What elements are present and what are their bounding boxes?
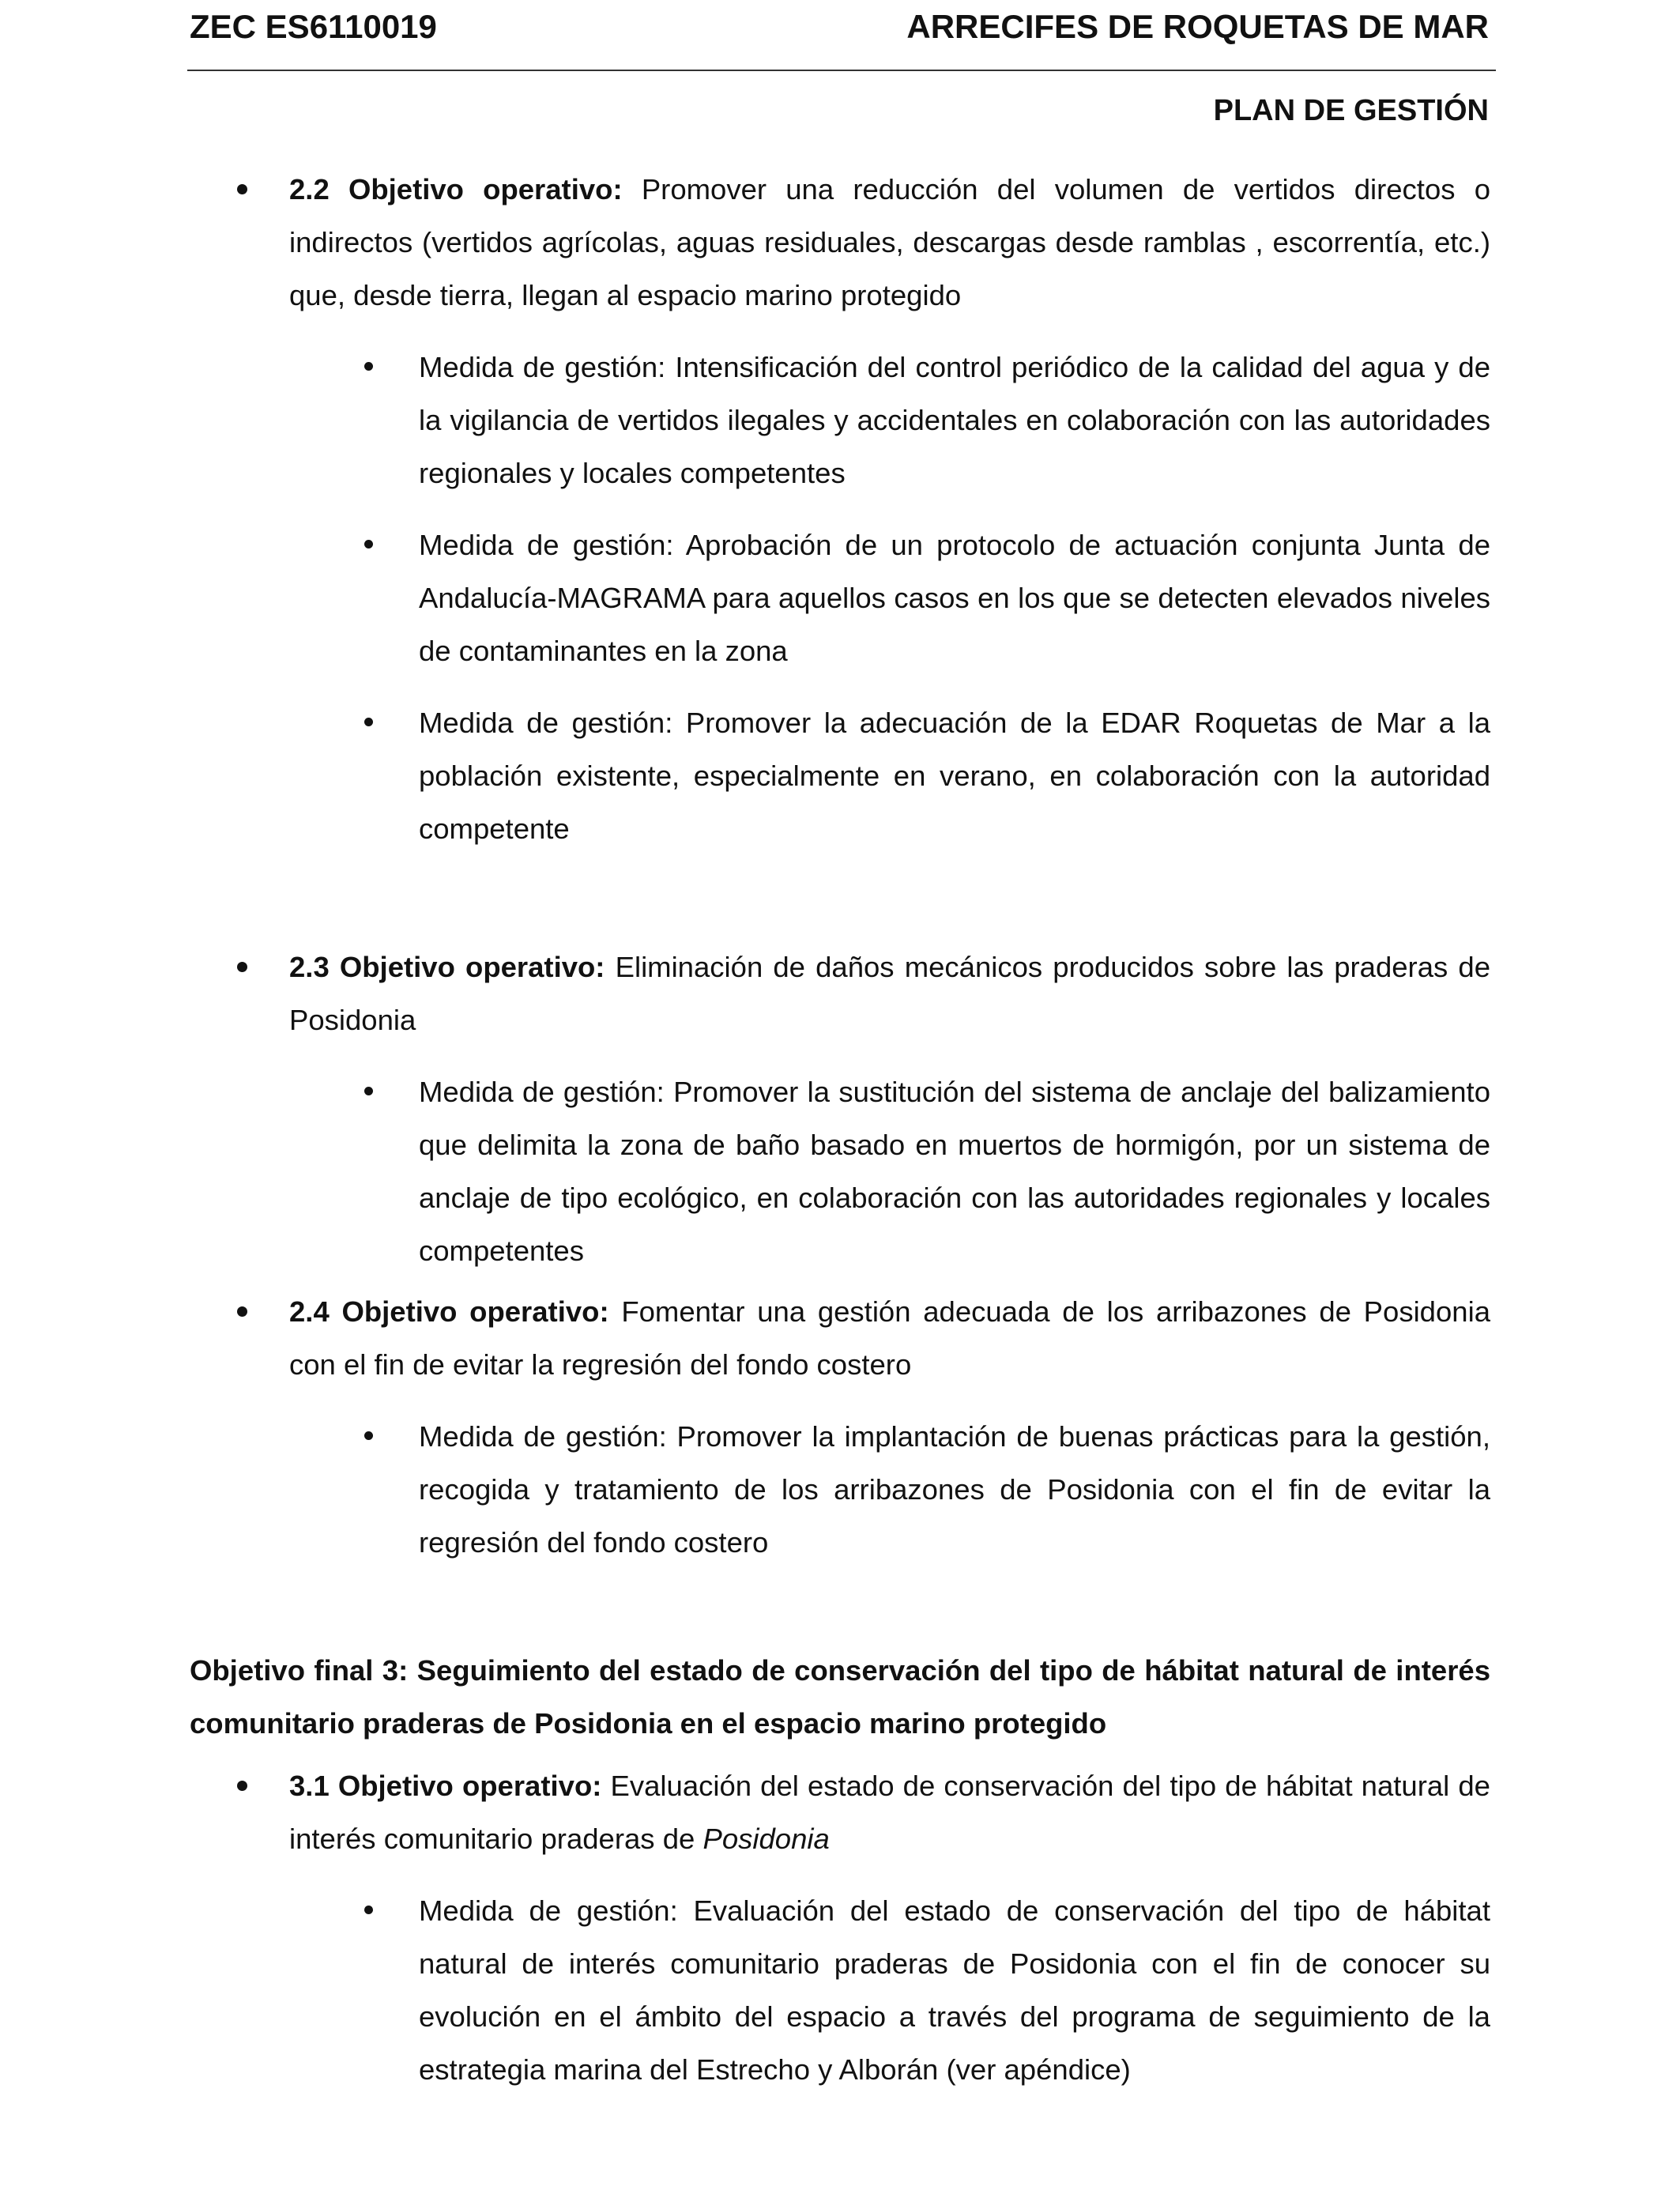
medida-2-2-3	[419, 696, 1490, 855]
objective-code: 2.2 Objetivo operativo:	[289, 173, 623, 205]
objective-code: 2.3 Objetivo operativo:	[289, 951, 605, 983]
medida-2-2-2	[419, 518, 1490, 677]
final-objective-3-heading: Objetivo final 3: Seguimiento del estado de conservación del tipo de hábitat natural de interés comunitario praderas de Posidonia en el espacio marino protegido	[190, 1654, 1490, 1740]
header-site-code: ZEC ES6110019	[190, 8, 437, 45]
header-divider	[187, 70, 1496, 71]
objective-text-italic: Posidonia	[703, 1823, 830, 1855]
bullet-icon	[364, 718, 373, 726]
objective-2-3	[190, 941, 1490, 1046]
medida-text: Medida de gestión: Evaluación del estado de conservación del tipo de hábitat natural de interés comunitario praderas de Posidonia con el fin de conocer su evolución en el ámbito del espacio a través del programa de seguimiento de la estrategia marina del Estrecho y Alborán (ver apéndice)	[419, 1894, 1490, 2086]
medida-text: Medida de gestión: Promover la adecuación de la EDAR Roquetas de Mar a la población existente, especialmente en verano, en colaboración con la autoridad competente	[419, 707, 1490, 845]
medida-3-1-1	[419, 1884, 1490, 2096]
bullet-icon	[364, 362, 373, 371]
medida-text: Medida de gestión: Aprobación de un protocolo de actuación conjunta Junta de Andalucía-MAGRAMA para aquellos casos en los que se detecten elevados niveles de contaminantes en la zona	[419, 529, 1490, 667]
objective-code: 3.1 Objetivo operativo:	[289, 1770, 602, 1802]
objective-text: Evaluación del estado de conservación del tipo de hábitat natural de interés comunitario praderas de	[289, 1770, 1490, 1855]
objective-text: Eliminación de daños mecánicos producidos sobre las praderas de Posidonia	[289, 951, 1490, 1036]
bullet-icon	[364, 540, 373, 548]
medida-2-3-1	[419, 1065, 1490, 1277]
bullet-icon	[364, 1906, 373, 1914]
objective-text: Fomentar una gestión adecuada de los arribazones de Posidonia con el fin de evitar la regresión del fondo costero	[289, 1295, 1490, 1381]
bullet-icon	[364, 1087, 373, 1095]
objective-2-2	[190, 163, 1490, 322]
header-plan-title: PLAN DE GESTIÓN	[1213, 94, 1489, 127]
objective-code: 2.4 Objetivo operativo:	[289, 1295, 609, 1328]
objective-text: Promover una reducción del volumen de vertidos directos o indirectos (vertidos agrícolas, aguas residuales, descargas desde ramblas , escorrentía, etc.) que, desde tierra, llegan al espacio marino protegido	[289, 173, 1490, 311]
objective-2-4	[190, 1285, 1490, 1391]
bullet-icon	[237, 962, 247, 972]
document-body	[190, 163, 1490, 2096]
bullet-icon	[237, 1306, 247, 1317]
medida-2-4-1	[419, 1410, 1490, 1569]
bullet-icon	[364, 1431, 373, 1440]
medida-text: Medida de gestión: Promover la sustitución del sistema de anclaje del balizamiento que delimita la zona de baño basado en muertos de hormigón, por un sistema de anclaje de tipo ecológico, en colaboración con las autoridades regionales y locales competentes	[419, 1076, 1490, 1267]
bullet-icon	[237, 1781, 247, 1791]
objective-3-1	[190, 1759, 1490, 1865]
header-site-name: ARRECIFES DE ROQUETAS DE MAR	[906, 8, 1489, 45]
medida-text: Medida de gestión: Intensificación del control periódico de la calidad del agua y de la vigilancia de vertidos ilegales y accidentales en colaboración con las autoridades regionales y locales competentes	[419, 351, 1490, 489]
bullet-icon	[237, 184, 247, 194]
medida-text: Medida de gestión: Promover la implantación de buenas prácticas para la gestión, recogida y tratamiento de los arribazones de Posidonia con el fin de evitar la regresión del fondo costero	[419, 1420, 1490, 1559]
medida-2-2-1	[419, 341, 1490, 499]
